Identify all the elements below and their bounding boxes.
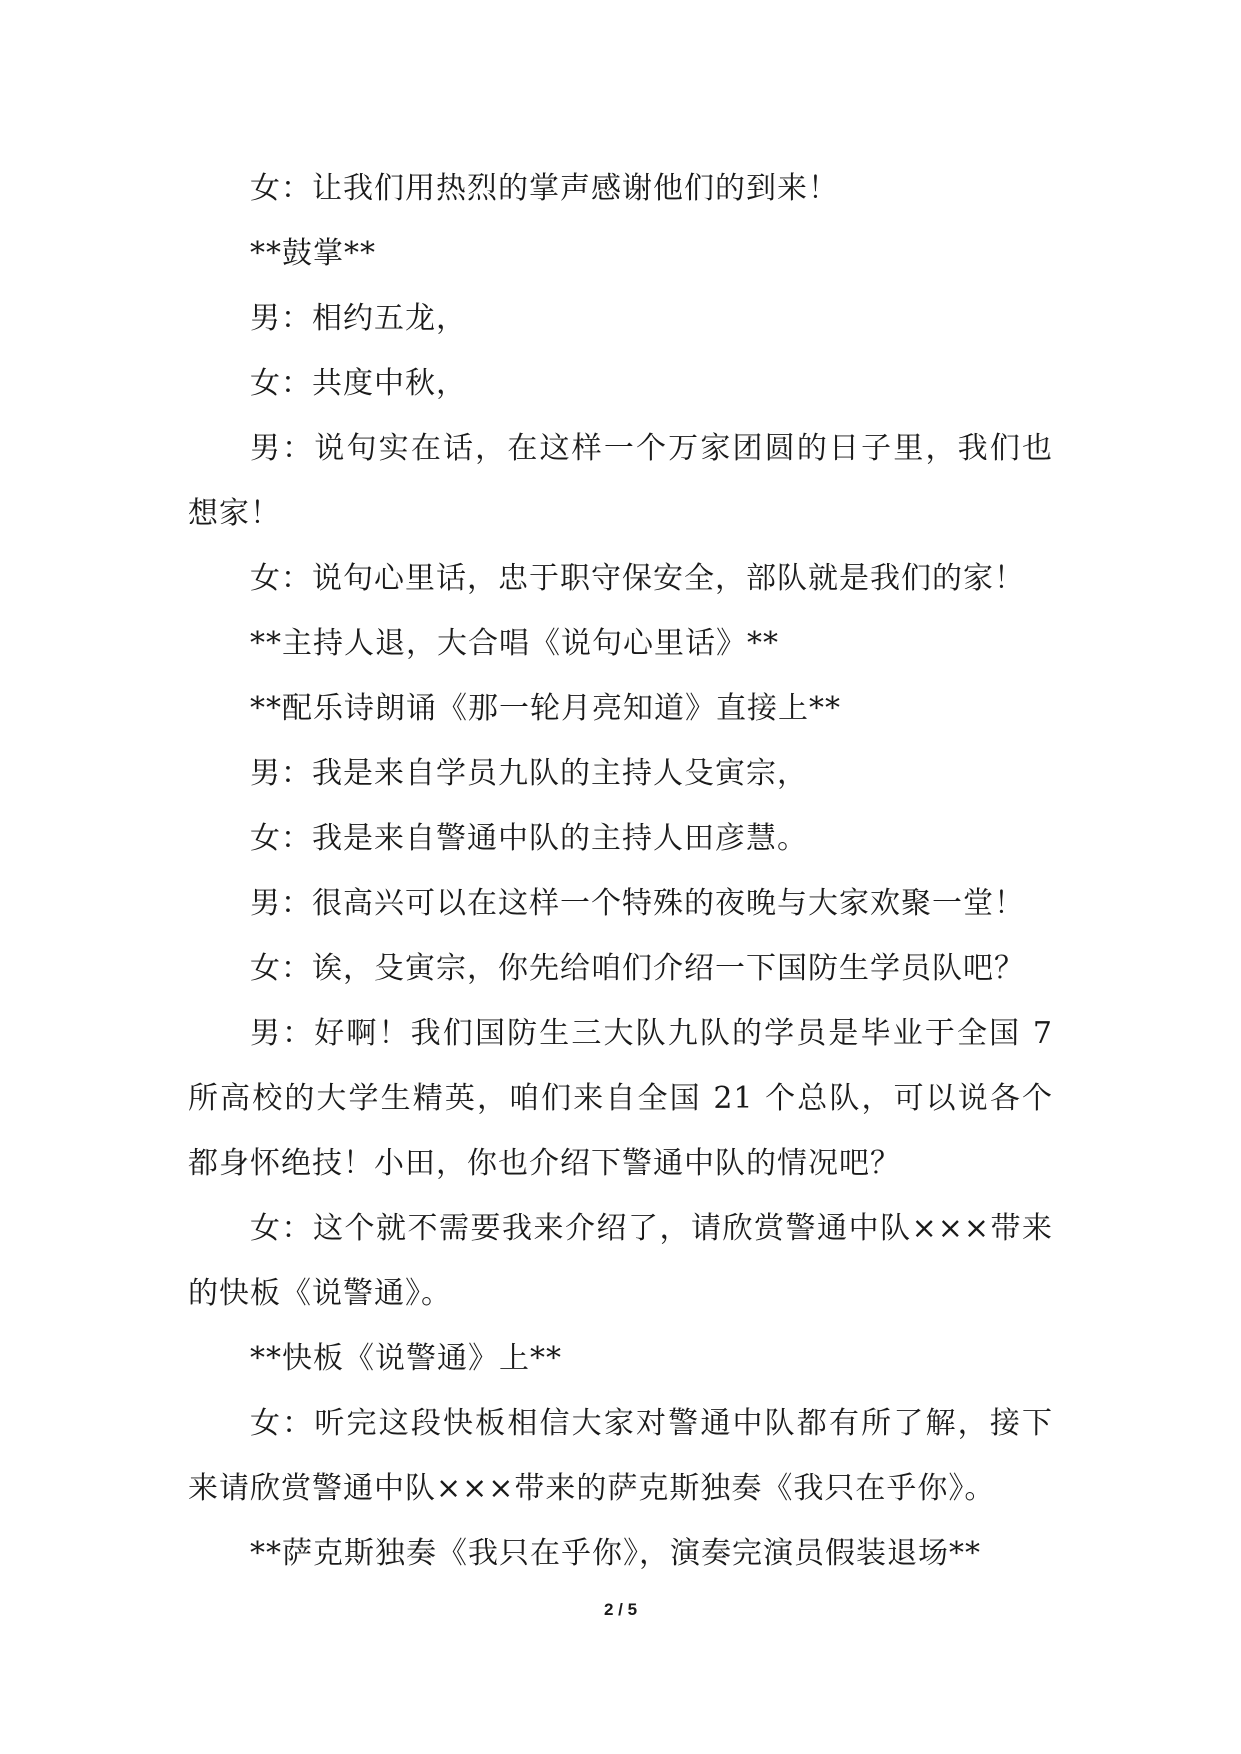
paragraph: 女：听完这段快板相信大家对警通中队都有所了解，接下来请欣赏警通中队×××带来的萨克斯独奏《我只在乎你》。 xyxy=(188,1406,1053,1506)
paragraph: 男：我是来自学员九队的主持人殳寅宗， xyxy=(250,756,808,791)
paragraph: 女：共度中秋， xyxy=(250,366,467,401)
paragraph: **配乐诗朗诵《那一轮月亮知道》直接上** xyxy=(250,691,841,726)
paragraph: **主持人退，大合唱《说句心里话》** xyxy=(250,626,779,661)
paragraph: **萨克斯独奏《我只在乎你》，演奏完演员假装退场** xyxy=(250,1536,981,1571)
paragraph: 男：好啊！我们国防生三大队九队的学员是毕业于全国 7 所高校的大学生精英，咱们来自全国 21 个总队，可以说各个都身怀绝技！小田，你也介绍下警通中队的情况吧？ xyxy=(188,1016,1053,1181)
document-body xyxy=(188,156,1053,1586)
paragraph: 女：说句心里话，忠于职守保安全，部队就是我们的家！ xyxy=(250,561,1025,596)
page-number: 2 / 5 xyxy=(603,1600,638,1619)
paragraph: 女：让我们用热烈的掌声感谢他们的到来！ xyxy=(250,171,839,206)
paragraph: 女：诶，殳寅宗，你先给咱们介绍一下国防生学员队吧？ xyxy=(250,951,1025,986)
paragraph: 男：说句实在话，在这样一个万家团圆的日子里，我们也想家！ xyxy=(188,431,1053,531)
paragraph: 女：我是来自警通中队的主持人田彦慧。 xyxy=(250,821,808,856)
paragraph: 男：相约五龙， xyxy=(250,301,467,336)
paragraph: **鼓掌** xyxy=(250,236,376,271)
paragraph: **快板《说警通》上** xyxy=(250,1341,562,1376)
paragraph: 男：很高兴可以在这样一个特殊的夜晚与大家欢聚一堂！ xyxy=(250,886,1025,921)
paragraph: 女：这个就不需要我来介绍了，请欣赏警通中队×××带来的快板《说警通》。 xyxy=(188,1211,1053,1311)
